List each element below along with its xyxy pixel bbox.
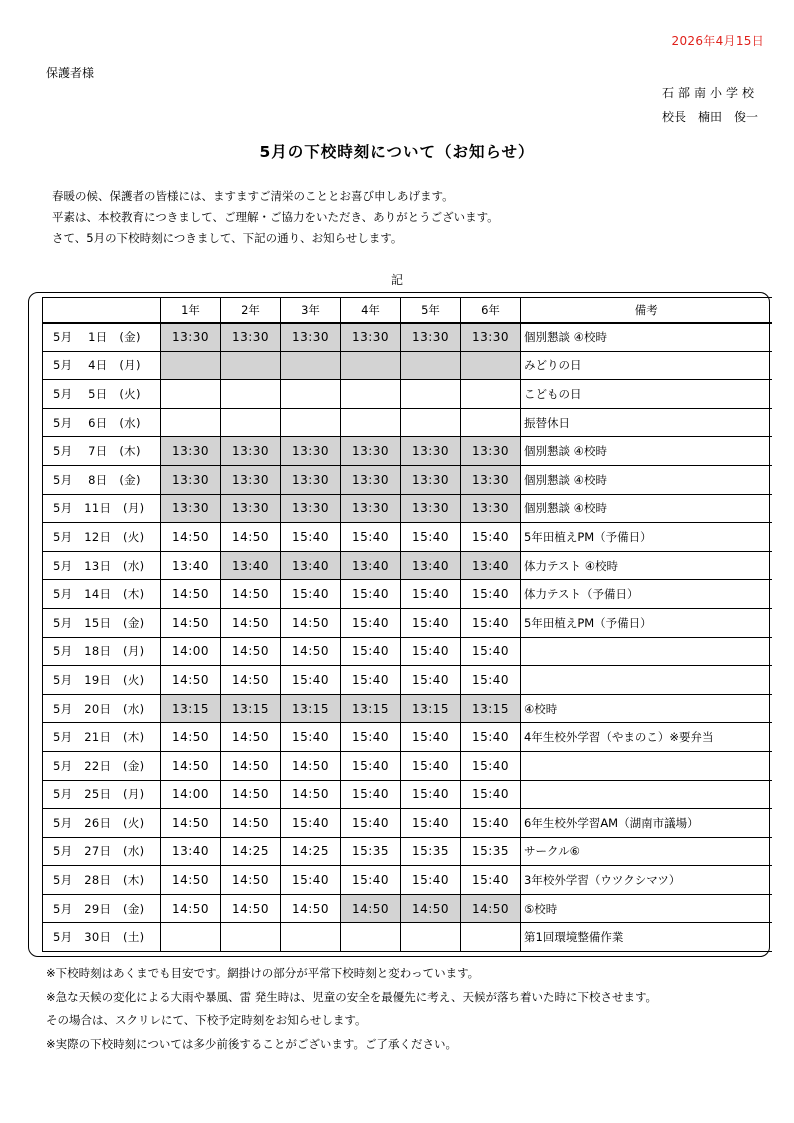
time-cell-grade-1: 13:15: [161, 694, 221, 723]
table-row: [43, 809, 772, 838]
table-row: [43, 551, 772, 580]
header-cell: 3年: [281, 298, 341, 323]
time-cell-grade-2: 13:40: [221, 551, 281, 580]
note-cell: 第1回環境整備作業: [521, 923, 772, 952]
time-cell-grade-3: 13:40: [281, 551, 341, 580]
time-cell-grade-2: [221, 380, 281, 409]
greeting-line: 春暖の候、保護者の皆様には、ますますご清栄のこととお喜び申しあげます。: [52, 189, 454, 203]
time-cell-grade-1: 14:50: [161, 866, 221, 895]
note-cell: こどもの日: [521, 380, 772, 409]
time-cell-grade-3: 14:50: [281, 608, 341, 637]
time-cell-grade-5: 15:40: [401, 780, 461, 809]
time-cell-grade-6: [461, 351, 521, 380]
table-row: [43, 380, 772, 409]
time-cell-grade-6: 15:40: [461, 637, 521, 666]
note-cell: 体力テスト（予備日）: [521, 580, 772, 609]
time-cell-grade-3: 13:15: [281, 694, 341, 723]
header-cell: [43, 298, 161, 323]
time-cell-grade-5: 13:30: [401, 437, 461, 466]
time-cell-grade-4: [341, 380, 401, 409]
time-cell-grade-5: 13:30: [401, 494, 461, 523]
note-cell: 3年校外学習（ウツクシマツ）: [521, 866, 772, 895]
time-cell-grade-5: 15:40: [401, 523, 461, 552]
greeting-line: さて、5月の下校時刻につきまして、下記の通り、お知らせします。: [52, 231, 403, 245]
header-cell: 5年: [401, 298, 461, 323]
date-cell: 5月 14日 (木): [43, 580, 161, 609]
time-cell-grade-4: 15:40: [341, 580, 401, 609]
date-cell: 5月 6日 (水): [43, 408, 161, 437]
note-cell: [521, 780, 772, 809]
date-cell: 5月 12日 (火): [43, 523, 161, 552]
time-cell-grade-4: 13:40: [341, 551, 401, 580]
date-cell: 5月 19日 (火): [43, 666, 161, 695]
table-row: [43, 523, 772, 552]
time-cell-grade-1: 14:50: [161, 608, 221, 637]
date-cell: 5月 7日 (木): [43, 437, 161, 466]
table-row: [43, 494, 772, 523]
header-cell: 備考: [521, 298, 772, 323]
time-cell-grade-2: 14:50: [221, 608, 281, 637]
time-cell-grade-2: 13:30: [221, 494, 281, 523]
date-cell: 5月 18日 (月): [43, 637, 161, 666]
time-cell-grade-4: 15:40: [341, 608, 401, 637]
time-cell-grade-2: 13:30: [221, 323, 281, 352]
time-cell-grade-3: 14:50: [281, 637, 341, 666]
time-cell-grade-1: 14:00: [161, 637, 221, 666]
time-cell-grade-1: 13:30: [161, 465, 221, 494]
date-cell: 5月 30日 (土): [43, 923, 161, 952]
note-cell: [521, 666, 772, 695]
date-cell: 5月 20日 (水): [43, 694, 161, 723]
time-cell-grade-2: 14:50: [221, 751, 281, 780]
time-cell-grade-3: 13:30: [281, 323, 341, 352]
note-cell: 4年生校外学習（やまのこ）※要弁当: [521, 723, 772, 752]
time-cell-grade-2: 14:25: [221, 837, 281, 866]
time-cell-grade-3: [281, 351, 341, 380]
time-cell-grade-4: 13:15: [341, 694, 401, 723]
time-cell-grade-2: 14:50: [221, 809, 281, 838]
footnote: ※実際の下校時刻については多少前後することがございます。ご了承ください。: [46, 1036, 457, 1051]
time-cell-grade-4: 15:40: [341, 780, 401, 809]
table-row: [43, 580, 772, 609]
date-cell: 5月 26日 (火): [43, 809, 161, 838]
header-cell: 1年: [161, 298, 221, 323]
table-row: [43, 666, 772, 695]
time-cell-grade-1: 14:50: [161, 809, 221, 838]
time-cell-grade-1: 13:40: [161, 551, 221, 580]
note-cell: サークル⑥: [521, 837, 772, 866]
time-cell-grade-4: 15:35: [341, 837, 401, 866]
recipient: 保護者様: [46, 66, 95, 80]
note-cell: 6年生校外学習AM（湖南市議場）: [521, 809, 772, 838]
time-cell-grade-4: 13:30: [341, 465, 401, 494]
time-cell-grade-5: [401, 923, 461, 952]
time-cell-grade-1: 14:00: [161, 780, 221, 809]
schedule-body: [43, 323, 772, 952]
table-row: [43, 894, 772, 923]
time-cell-grade-2: [221, 408, 281, 437]
note-cell: 体力テスト ④校時: [521, 551, 772, 580]
schedule-table: [42, 297, 772, 952]
time-cell-grade-2: 14:50: [221, 666, 281, 695]
time-cell-grade-2: 13:15: [221, 694, 281, 723]
time-cell-grade-5: 13:15: [401, 694, 461, 723]
time-cell-grade-3: 15:40: [281, 523, 341, 552]
time-cell-grade-2: 14:50: [221, 866, 281, 895]
table-row: [43, 637, 772, 666]
time-cell-grade-5: 14:50: [401, 894, 461, 923]
time-cell-grade-3: 13:30: [281, 494, 341, 523]
time-cell-grade-4: 15:40: [341, 751, 401, 780]
time-cell-grade-3: 13:30: [281, 437, 341, 466]
time-cell-grade-6: 15:40: [461, 751, 521, 780]
table-row: [43, 323, 772, 352]
time-cell-grade-3: 14:50: [281, 780, 341, 809]
time-cell-grade-4: 13:30: [341, 323, 401, 352]
date-cell: 5月 8日 (金): [43, 465, 161, 494]
time-cell-grade-3: 14:50: [281, 894, 341, 923]
time-cell-grade-5: 15:35: [401, 837, 461, 866]
time-cell-grade-5: 15:40: [401, 666, 461, 695]
time-cell-grade-1: 13:30: [161, 323, 221, 352]
ki-heading: 記: [390, 273, 403, 287]
time-cell-grade-2: 14:50: [221, 637, 281, 666]
date-cell: 5月 1日 (金): [43, 323, 161, 352]
time-cell-grade-6: 13:30: [461, 494, 521, 523]
time-cell-grade-4: 13:30: [341, 437, 401, 466]
time-cell-grade-6: 15:35: [461, 837, 521, 866]
principal-name: 校長 楠田 俊一: [662, 110, 759, 124]
time-cell-grade-5: 13:40: [401, 551, 461, 580]
time-cell-grade-1: 13:30: [161, 494, 221, 523]
time-cell-grade-6: [461, 923, 521, 952]
time-cell-grade-2: 14:50: [221, 523, 281, 552]
table-row: [43, 608, 772, 637]
footnote: ※下校時刻はあくまでも目安です。網掛けの部分が平常下校時刻と変わっています。: [46, 966, 480, 980]
date-cell: 5月 11日 (月): [43, 494, 161, 523]
time-cell-grade-4: 15:40: [341, 866, 401, 895]
note-cell: 個別懇談 ④校時: [521, 323, 772, 352]
time-cell-grade-2: [221, 351, 281, 380]
date-cell: 5月 22日 (金): [43, 751, 161, 780]
time-cell-grade-2: 13:30: [221, 465, 281, 494]
time-cell-grade-1: [161, 923, 221, 952]
time-cell-grade-4: 13:30: [341, 494, 401, 523]
note-cell: 5年田植えPM（予備日）: [521, 608, 772, 637]
note-cell: ⑤校時: [521, 894, 772, 923]
time-cell-grade-6: 15:40: [461, 580, 521, 609]
time-cell-grade-4: [341, 351, 401, 380]
time-cell-grade-3: 14:50: [281, 751, 341, 780]
time-cell-grade-1: 13:30: [161, 437, 221, 466]
date-cell: 5月 21日 (木): [43, 723, 161, 752]
time-cell-grade-5: [401, 408, 461, 437]
time-cell-grade-5: 15:40: [401, 637, 461, 666]
table-row: [43, 408, 772, 437]
greeting: [52, 186, 499, 249]
note-cell: [521, 751, 772, 780]
table-row: [43, 723, 772, 752]
time-cell-grade-4: 15:40: [341, 666, 401, 695]
time-cell-grade-2: 13:30: [221, 437, 281, 466]
time-cell-grade-6: [461, 408, 521, 437]
date-cell: 5月 13日 (水): [43, 551, 161, 580]
footnote: ※急な天候の変化による大雨や暴風、雷 発生時は、児童の安全を最優先に考え、天候が落ち着いた時に下校させます。: [46, 989, 658, 1004]
time-cell-grade-2: [221, 923, 281, 952]
time-cell-grade-6: 13:30: [461, 465, 521, 494]
note-cell: 個別懇談 ④校時: [521, 494, 772, 523]
time-cell-grade-1: 14:50: [161, 723, 221, 752]
time-cell-grade-5: 15:40: [401, 751, 461, 780]
time-cell-grade-3: 15:40: [281, 723, 341, 752]
time-cell-grade-3: 15:40: [281, 666, 341, 695]
time-cell-grade-1: [161, 408, 221, 437]
time-cell-grade-2: 14:50: [221, 894, 281, 923]
table-row: [43, 923, 772, 952]
school-name: 石部南小学校: [662, 86, 759, 100]
table-row: [43, 837, 772, 866]
time-cell-grade-6: 15:40: [461, 809, 521, 838]
header-cell: 6年: [461, 298, 521, 323]
time-cell-grade-5: 15:40: [401, 809, 461, 838]
table-row: [43, 694, 772, 723]
date-cell: 5月 29日 (金): [43, 894, 161, 923]
note-cell: 個別懇談 ④校時: [521, 437, 772, 466]
date-cell: 5月 15日 (金): [43, 608, 161, 637]
time-cell-grade-6: 15:40: [461, 723, 521, 752]
time-cell-grade-5: [401, 351, 461, 380]
time-cell-grade-6: 13:30: [461, 323, 521, 352]
time-cell-grade-1: 14:50: [161, 523, 221, 552]
time-cell-grade-5: 13:30: [401, 465, 461, 494]
note-cell: [521, 637, 772, 666]
time-cell-grade-3: [281, 408, 341, 437]
time-cell-grade-1: 13:40: [161, 837, 221, 866]
issue-date: 2026年4月15日: [671, 34, 764, 48]
note-cell: ④校時: [521, 694, 772, 723]
time-cell-grade-1: 14:50: [161, 751, 221, 780]
time-cell-grade-6: 15:40: [461, 666, 521, 695]
time-cell-grade-1: 14:50: [161, 666, 221, 695]
table-row: [43, 866, 772, 895]
time-cell-grade-4: [341, 923, 401, 952]
table-header-row: [43, 298, 772, 323]
time-cell-grade-3: 15:40: [281, 866, 341, 895]
date-cell: 5月 5日 (火): [43, 380, 161, 409]
date-cell: 5月 25日 (月): [43, 780, 161, 809]
time-cell-grade-5: 15:40: [401, 866, 461, 895]
header-cell: 4年: [341, 298, 401, 323]
time-cell-grade-3: 15:40: [281, 809, 341, 838]
time-cell-grade-6: 13:30: [461, 437, 521, 466]
schedule-frame: [28, 292, 770, 957]
header-cell: 2年: [221, 298, 281, 323]
greeting-line: 平素は、本校教育につきまして、ご理解・ご協力をいただき、ありがとうございます。: [52, 210, 499, 224]
time-cell-grade-5: 15:40: [401, 608, 461, 637]
time-cell-grade-1: 14:50: [161, 580, 221, 609]
date-cell: 5月 28日 (木): [43, 866, 161, 895]
time-cell-grade-4: 15:40: [341, 523, 401, 552]
note-cell: みどりの日: [521, 351, 772, 380]
time-cell-grade-2: 14:50: [221, 580, 281, 609]
time-cell-grade-1: [161, 380, 221, 409]
time-cell-grade-5: 15:40: [401, 580, 461, 609]
time-cell-grade-4: [341, 408, 401, 437]
time-cell-grade-6: 15:40: [461, 866, 521, 895]
time-cell-grade-5: 13:30: [401, 323, 461, 352]
time-cell-grade-5: 15:40: [401, 723, 461, 752]
time-cell-grade-3: [281, 923, 341, 952]
time-cell-grade-6: 15:40: [461, 523, 521, 552]
note-cell: 個別懇談 ④校時: [521, 465, 772, 494]
time-cell-grade-2: 14:50: [221, 723, 281, 752]
note-cell: 振替休日: [521, 408, 772, 437]
time-cell-grade-4: 15:40: [341, 637, 401, 666]
time-cell-grade-6: 13:15: [461, 694, 521, 723]
table-row: [43, 351, 772, 380]
time-cell-grade-3: 14:25: [281, 837, 341, 866]
time-cell-grade-3: 13:30: [281, 465, 341, 494]
time-cell-grade-6: 13:40: [461, 551, 521, 580]
time-cell-grade-4: 15:40: [341, 809, 401, 838]
time-cell-grade-3: [281, 380, 341, 409]
time-cell-grade-1: 14:50: [161, 894, 221, 923]
time-cell-grade-6: 15:40: [461, 780, 521, 809]
time-cell-grade-3: 15:40: [281, 580, 341, 609]
date-cell: 5月 4日 (月): [43, 351, 161, 380]
page-title: 5月の下校時刻について（お知らせ）: [259, 143, 535, 161]
date-cell: 5月 27日 (水): [43, 837, 161, 866]
time-cell-grade-2: 14:50: [221, 780, 281, 809]
note-cell: 5年田植えPM（予備日）: [521, 523, 772, 552]
table-row: [43, 437, 772, 466]
time-cell-grade-4: 15:40: [341, 723, 401, 752]
time-cell-grade-5: [401, 380, 461, 409]
table-row: [43, 780, 772, 809]
time-cell-grade-6: 15:40: [461, 608, 521, 637]
time-cell-grade-1: [161, 351, 221, 380]
time-cell-grade-6: [461, 380, 521, 409]
table-row: [43, 465, 772, 494]
footnotes: [46, 962, 657, 1056]
time-cell-grade-4: 14:50: [341, 894, 401, 923]
time-cell-grade-6: 14:50: [461, 894, 521, 923]
footnote: その場合は、スクリレにて、下校予定時刻をお知らせします。: [46, 1013, 367, 1027]
table-row: [43, 751, 772, 780]
